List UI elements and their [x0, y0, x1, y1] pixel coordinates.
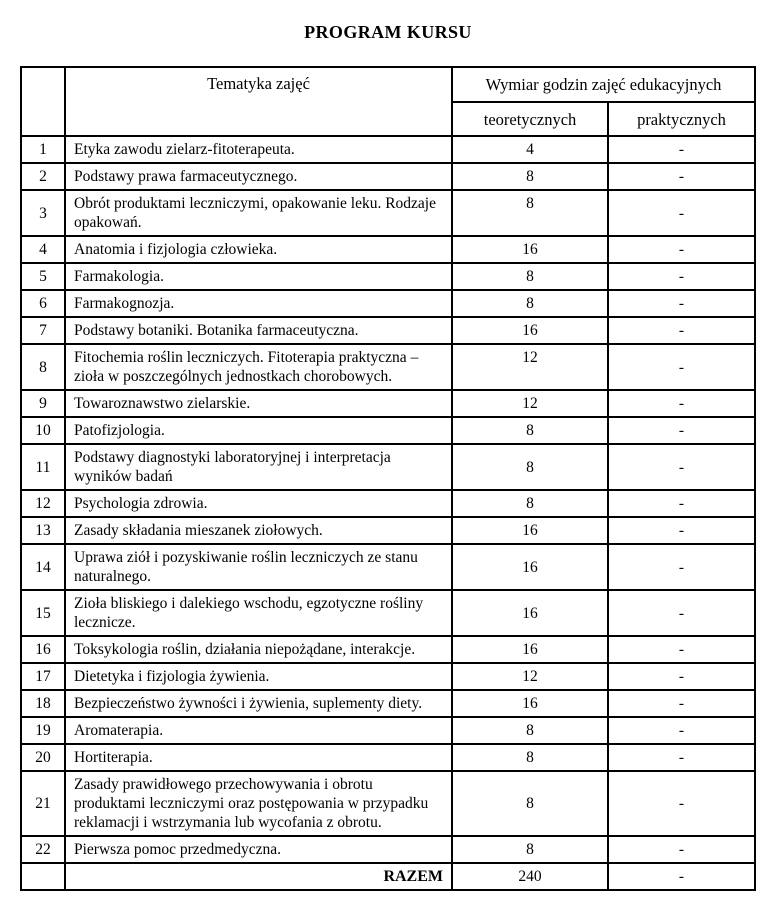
header-hours-group: Wymiar godzin zajęć edukacyjnych: [452, 67, 755, 102]
total-label: RAZEM: [65, 863, 452, 890]
row-practical-hours: -: [608, 590, 755, 636]
row-topic: Pierwsza pomoc przedmedyczna.: [65, 836, 452, 863]
row-number: 3: [21, 190, 65, 236]
row-theoretical-hours: 12: [452, 663, 608, 690]
row-number: 5: [21, 263, 65, 290]
row-number: 22: [21, 836, 65, 863]
table-row: [21, 717, 755, 744]
table-row: [21, 263, 755, 290]
row-theoretical-hours: 4: [452, 136, 608, 163]
row-topic: Hortiterapia.: [65, 744, 452, 771]
row-topic: Patofizjologia.: [65, 417, 452, 444]
row-practical-hours: -: [608, 163, 755, 190]
total-row: [21, 863, 755, 890]
row-theoretical-hours: 8: [452, 717, 608, 744]
row-number: 12: [21, 490, 65, 517]
table-row: [21, 444, 755, 490]
table-row: [21, 236, 755, 263]
row-number: 11: [21, 444, 65, 490]
table-row: [21, 771, 755, 836]
total-theoretical-hours: 240: [452, 863, 608, 890]
table-row: [21, 163, 755, 190]
row-practical-hours: -: [608, 690, 755, 717]
row-theoretical-hours: 16: [452, 317, 608, 344]
row-topic: Farmakologia.: [65, 263, 452, 290]
row-practical-hours: -: [608, 344, 755, 390]
row-topic: Podstawy botaniki. Botanika farmaceutyczna.: [65, 317, 452, 344]
row-practical-hours: -: [608, 290, 755, 317]
row-theoretical-hours: 12: [452, 390, 608, 417]
row-practical-hours: -: [608, 417, 755, 444]
row-theoretical-hours: 8: [452, 490, 608, 517]
row-number: 2: [21, 163, 65, 190]
row-practical-hours: -: [608, 836, 755, 863]
row-topic: Anatomia i fizjologia człowieka.: [65, 236, 452, 263]
table-row: [21, 417, 755, 444]
table-row: [21, 636, 755, 663]
row-topic: Zasady składania mieszanek ziołowych.: [65, 517, 452, 544]
table-row: [21, 836, 755, 863]
total-practical-hours: -: [608, 863, 755, 890]
row-practical-hours: -: [608, 136, 755, 163]
row-practical-hours: -: [608, 717, 755, 744]
row-number: 19: [21, 717, 65, 744]
table-row: [21, 517, 755, 544]
row-practical-hours: -: [608, 636, 755, 663]
header-practical: praktycznych: [608, 102, 755, 136]
row-practical-hours: -: [608, 490, 755, 517]
header-number-cell: [21, 67, 65, 136]
row-topic: Psychologia zdrowia.: [65, 490, 452, 517]
table-header: [21, 67, 755, 136]
table-row: [21, 744, 755, 771]
row-practical-hours: -: [608, 517, 755, 544]
row-theoretical-hours: 12: [452, 344, 608, 390]
table-row: [21, 490, 755, 517]
header-topic: Tematyka zajęć: [65, 67, 452, 136]
header-row-1: [21, 67, 755, 102]
row-topic: Obrót produktami leczniczymi, opakowanie leku. Rodzaje opakowań.: [65, 190, 452, 236]
row-theoretical-hours: 16: [452, 544, 608, 590]
row-number: 20: [21, 744, 65, 771]
row-topic: Dietetyka i fizjologia żywienia.: [65, 663, 452, 690]
row-practical-hours: -: [608, 263, 755, 290]
row-number: 14: [21, 544, 65, 590]
row-practical-hours: -: [608, 444, 755, 490]
row-theoretical-hours: 8: [452, 190, 608, 236]
table-row: [21, 544, 755, 590]
row-number: 1: [21, 136, 65, 163]
row-number: 16: [21, 636, 65, 663]
row-number: 6: [21, 290, 65, 317]
table-row: [21, 344, 755, 390]
table-row: [21, 317, 755, 344]
row-topic: Toksykologia roślin, działania niepożądane, interakcje.: [65, 636, 452, 663]
row-topic: Fitochemia roślin leczniczych. Fitoterapia praktyczna – zioła w poszczególnych jednostkach chorobowych.: [65, 344, 452, 390]
course-table-body: [21, 136, 755, 863]
table-row: [21, 136, 755, 163]
row-number: 13: [21, 517, 65, 544]
row-theoretical-hours: 16: [452, 236, 608, 263]
row-theoretical-hours: 8: [452, 163, 608, 190]
row-theoretical-hours: 8: [452, 263, 608, 290]
total-empty-cell: [21, 863, 65, 890]
table-row: [21, 190, 755, 236]
row-topic: Zioła bliskiego i dalekiego wschodu, egzotyczne rośliny lecznicze.: [65, 590, 452, 636]
row-theoretical-hours: 16: [452, 590, 608, 636]
table-row: [21, 590, 755, 636]
header-theoretical: teoretycznych: [452, 102, 608, 136]
row-practical-hours: -: [608, 744, 755, 771]
row-topic: Uprawa ziół i pozyskiwanie roślin leczniczych ze stanu naturalnego.: [65, 544, 452, 590]
row-number: 7: [21, 317, 65, 344]
table-row: [21, 290, 755, 317]
row-number: 21: [21, 771, 65, 836]
row-topic: Bezpieczeństwo żywności i żywienia, suplementy diety.: [65, 690, 452, 717]
row-number: 4: [21, 236, 65, 263]
row-theoretical-hours: 16: [452, 690, 608, 717]
row-theoretical-hours: 8: [452, 417, 608, 444]
row-theoretical-hours: 8: [452, 836, 608, 863]
row-practical-hours: -: [608, 544, 755, 590]
row-theoretical-hours: 8: [452, 771, 608, 836]
row-theoretical-hours: 16: [452, 636, 608, 663]
row-number: 15: [21, 590, 65, 636]
row-theoretical-hours: 8: [452, 444, 608, 490]
row-number: 17: [21, 663, 65, 690]
row-practical-hours: -: [608, 236, 755, 263]
row-practical-hours: -: [608, 663, 755, 690]
row-practical-hours: -: [608, 317, 755, 344]
row-theoretical-hours: 8: [452, 290, 608, 317]
row-number: 8: [21, 344, 65, 390]
row-topic: Etyka zawodu zielarz-fitoterapeuta.: [65, 136, 452, 163]
row-theoretical-hours: 16: [452, 517, 608, 544]
table-row: [21, 690, 755, 717]
row-number: 9: [21, 390, 65, 417]
table-row: [21, 390, 755, 417]
row-topic: Podstawy diagnostyki laboratoryjnej i interpretacja wyników badań: [65, 444, 452, 490]
course-program-table: [20, 66, 756, 891]
table-footer: [21, 863, 755, 890]
row-practical-hours: -: [608, 190, 755, 236]
row-practical-hours: -: [608, 390, 755, 417]
row-number: 10: [21, 417, 65, 444]
table-row: [21, 663, 755, 690]
row-practical-hours: -: [608, 771, 755, 836]
row-topic: Aromaterapia.: [65, 717, 452, 744]
page-title: PROGRAM KURSU: [304, 22, 472, 42]
row-theoretical-hours: 8: [452, 744, 608, 771]
row-topic: Farmakognozja.: [65, 290, 452, 317]
row-topic: Towaroznawstwo zielarskie.: [65, 390, 452, 417]
row-topic: Zasady prawidłowego przechowywania i obrotu produktami leczniczymi oraz postępowania w przypadku reklamacji i wstrzymania lub wycofania z obrotu.: [65, 771, 452, 836]
row-topic: Podstawy prawa farmaceutycznego.: [65, 163, 452, 190]
row-number: 18: [21, 690, 65, 717]
